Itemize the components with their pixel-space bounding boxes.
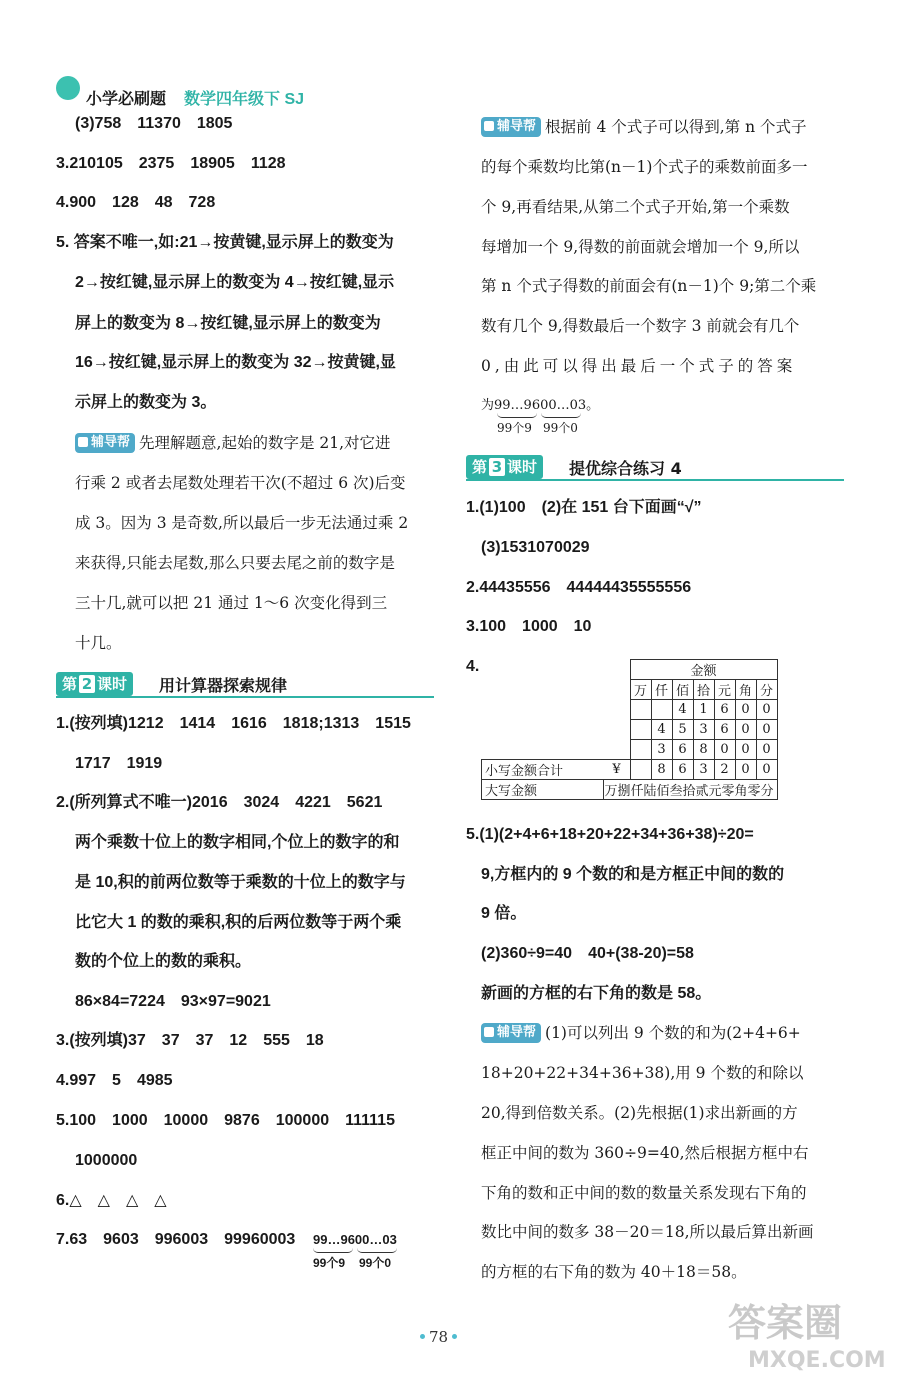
answer-line: 16→按红键,显示屏上的数变为 32→按黄键,显: [75, 354, 396, 371]
brace-label: 99个0: [543, 421, 578, 435]
answer-line: (2)360÷9=40 40+(38-20)=58: [481, 945, 694, 962]
help-line: 数有几个 9,得数最后一个数字 3 前就会有几个: [481, 317, 800, 335]
help-tag: 辅导帮: [481, 117, 541, 137]
brace-label: 99个9: [497, 421, 532, 435]
brace-label: 99个0: [359, 1256, 392, 1270]
answer-line: 4.900 128 48 728: [56, 194, 216, 211]
help-line: 的方框的右下角的数为 40＋18＝58。: [481, 1263, 747, 1281]
section-header-2: [56, 672, 434, 698]
answer-line: 5.100 1000 10000 9876 100000 111115: [56, 1112, 395, 1129]
help-line: 第 n 个式子得数的前面会有(n－1)个 9;第二个乘: [481, 277, 817, 295]
help-line: 20,得到倍数关系。(2)先根据(1)求出新画的方: [481, 1104, 798, 1122]
watermark-site: MXQE.COM: [748, 1348, 886, 1373]
answer-line: 2.(所列算式不唯一)2016 3024 4221 5621: [56, 794, 383, 811]
dot-icon: [452, 1334, 457, 1339]
answer-line: (3)758 11370 1805: [75, 115, 233, 132]
brace-expression: 99…9600…03: [313, 1232, 397, 1247]
help-note: 辅导帮 先理解题意,起始的数字是 21,对它进: [75, 432, 391, 454]
answer-line: 9,方框内的 9 个数的和是方框正中间的数的: [481, 866, 785, 883]
book-icon: [78, 437, 88, 447]
help-line: 来获得,只能去尾数,那么只要去尾之前的数字是: [75, 554, 395, 572]
help-note: 辅导帮 根据前 4 个式子可以得到,第 n 个式子: [481, 116, 807, 138]
book-icon: [484, 1027, 494, 1037]
section-label: 第 3 课时: [466, 455, 543, 479]
help-line: 18+20+22+34+36+38),用 9 个数的和除以: [481, 1064, 804, 1082]
answer-line: 1717 1919: [75, 755, 163, 772]
help-note: 辅导帮 (1)可以列出 9 个数的和为(2+4+6+: [481, 1022, 801, 1044]
section-underline: [466, 479, 844, 481]
section-header-3: [466, 455, 844, 481]
answer-line: 5.(1)(2+4+6+18+20+22+34+36+38)÷20=: [466, 826, 754, 843]
table-row: 4 5 3 6 0 0: [482, 720, 778, 740]
answer-line: 3.(按列填)37 37 37 12 555 18: [56, 1032, 324, 1049]
answer-line: 2.44435556 44444435555556: [466, 579, 692, 596]
help-line: 三十几,就可以把 21 通过 1～6 次变化得到三: [75, 594, 388, 612]
table-row: 3 6 8 0 0 0: [482, 740, 778, 760]
section-label: 第 2 课时: [56, 672, 133, 696]
table-row: 小写金额合计 ¥ 8 6 3 2 0 0: [482, 760, 778, 780]
answer-line: 屏上的数变为 8→按红键,显示屏上的数变为: [75, 315, 381, 332]
section-underline: [56, 696, 434, 698]
subject-title: 数学四年级下 SJ: [184, 91, 305, 108]
help-tag: 辅导帮: [481, 1023, 541, 1043]
table-head: 佰: [672, 680, 693, 700]
watermark-logo: 答案圈: [728, 1301, 843, 1345]
answer-line: 新画的方框的右下角的数是 58。: [481, 985, 712, 1002]
currency-symbol: ¥: [603, 760, 630, 780]
table-head: 拾: [693, 680, 714, 700]
answer-line: 2→按红键,显示屏上的数变为 4→按红键,显示: [75, 274, 395, 291]
table-row: 4 1 6 0 0: [482, 700, 778, 720]
answer-line: 1.(按列填)1212 1414 1616 1818;1313 1515: [56, 715, 411, 732]
section-title: 提优综合练习 4: [569, 459, 682, 478]
answer-line: 两个乘数十位上的数字相同,个位上的数字的和: [75, 834, 400, 851]
table-head: 分: [756, 680, 777, 700]
answer-line: 5. 答案不唯一,如:21→按黄键,显示屏上的数变为: [56, 234, 394, 251]
help-tag: 辅导帮: [75, 433, 135, 453]
brace-label: 99个9: [313, 1256, 346, 1270]
page-number: 78: [416, 1328, 461, 1346]
help-line: 的每个乘数均比第(n－1)个式子的乘数前面多一: [481, 158, 808, 176]
help-line: 十几。: [75, 634, 122, 652]
dot-icon: [420, 1334, 425, 1339]
answer-line: 7.63 9603 996003 99960003: [56, 1231, 296, 1248]
section-title: 用计算器探索规律: [159, 676, 288, 695]
help-line: 每增加一个 9,得数的前面就会增加一个 9,所以: [481, 238, 800, 256]
answer-line: 数的个位上的数的乘积。: [75, 953, 252, 970]
answer-line: 1000000: [75, 1152, 138, 1169]
help-line: 行乘 2 或者去尾数处理若干次(不超过 6 次)后变: [75, 474, 406, 492]
answer-line: 9 倍。: [481, 905, 527, 922]
answer-line: 6.△ △ △ △: [56, 1192, 167, 1209]
help-line: 成 3。因为 3 是奇数,所以最后一步无法通过乘 2: [75, 514, 409, 532]
help-line: 0,由此可以得出最后一个式子的答案: [481, 357, 797, 375]
table-head: 角: [735, 680, 756, 700]
answer-line: 4.: [466, 658, 480, 675]
help-line: 下角的数和正中间的数的数量关系发现右下角的: [481, 1184, 807, 1202]
help-line: 为99…9600…03。: [481, 398, 600, 413]
capital-label: 大写金额: [482, 780, 604, 800]
sum-label: 小写金额合计: [482, 760, 604, 780]
answer-line: 3.100 1000 10: [466, 618, 592, 635]
amount-table: [481, 659, 778, 800]
brand-title: 小学必刷题: [86, 91, 167, 108]
brand-logo-icon: [56, 76, 80, 100]
answer-line: 86×84=7224 93×97=9021: [75, 993, 271, 1010]
help-line: 个 9,再看结果,从第二个式子开始,第一个乘数: [481, 198, 790, 216]
answer-line: 是 10,积的前两位数等于乘数的十位上的数字与: [75, 874, 406, 891]
capital-value: 万捌仟陆佰叁拾贰元零角零分: [603, 780, 777, 800]
answer-line: 示屏上的数变为 3。: [75, 394, 217, 411]
table-title: 金额: [630, 660, 777, 680]
table-head: 万: [630, 680, 651, 700]
book-icon: [484, 121, 494, 131]
table-head: 元: [714, 680, 735, 700]
table-head: 仟: [651, 680, 672, 700]
answer-line: 1.(1)100 (2)在 151 台下面画“√”: [466, 499, 702, 516]
help-line: 框正中间的数为 360÷9=40,然后根据方框中右: [481, 1144, 809, 1162]
help-line: 数比中间的数多 38－20＝18,所以最后算出新画: [481, 1223, 814, 1241]
answer-line: 比它大 1 的数的乘积,积的后两位数等于两个乘: [75, 914, 402, 931]
table-row: [482, 780, 778, 800]
answer-line: (3)1531070029: [481, 539, 590, 556]
answer-line: 4.997 5 4985: [56, 1072, 173, 1089]
answer-line: 3.210105 2375 18905 1128: [56, 155, 286, 172]
